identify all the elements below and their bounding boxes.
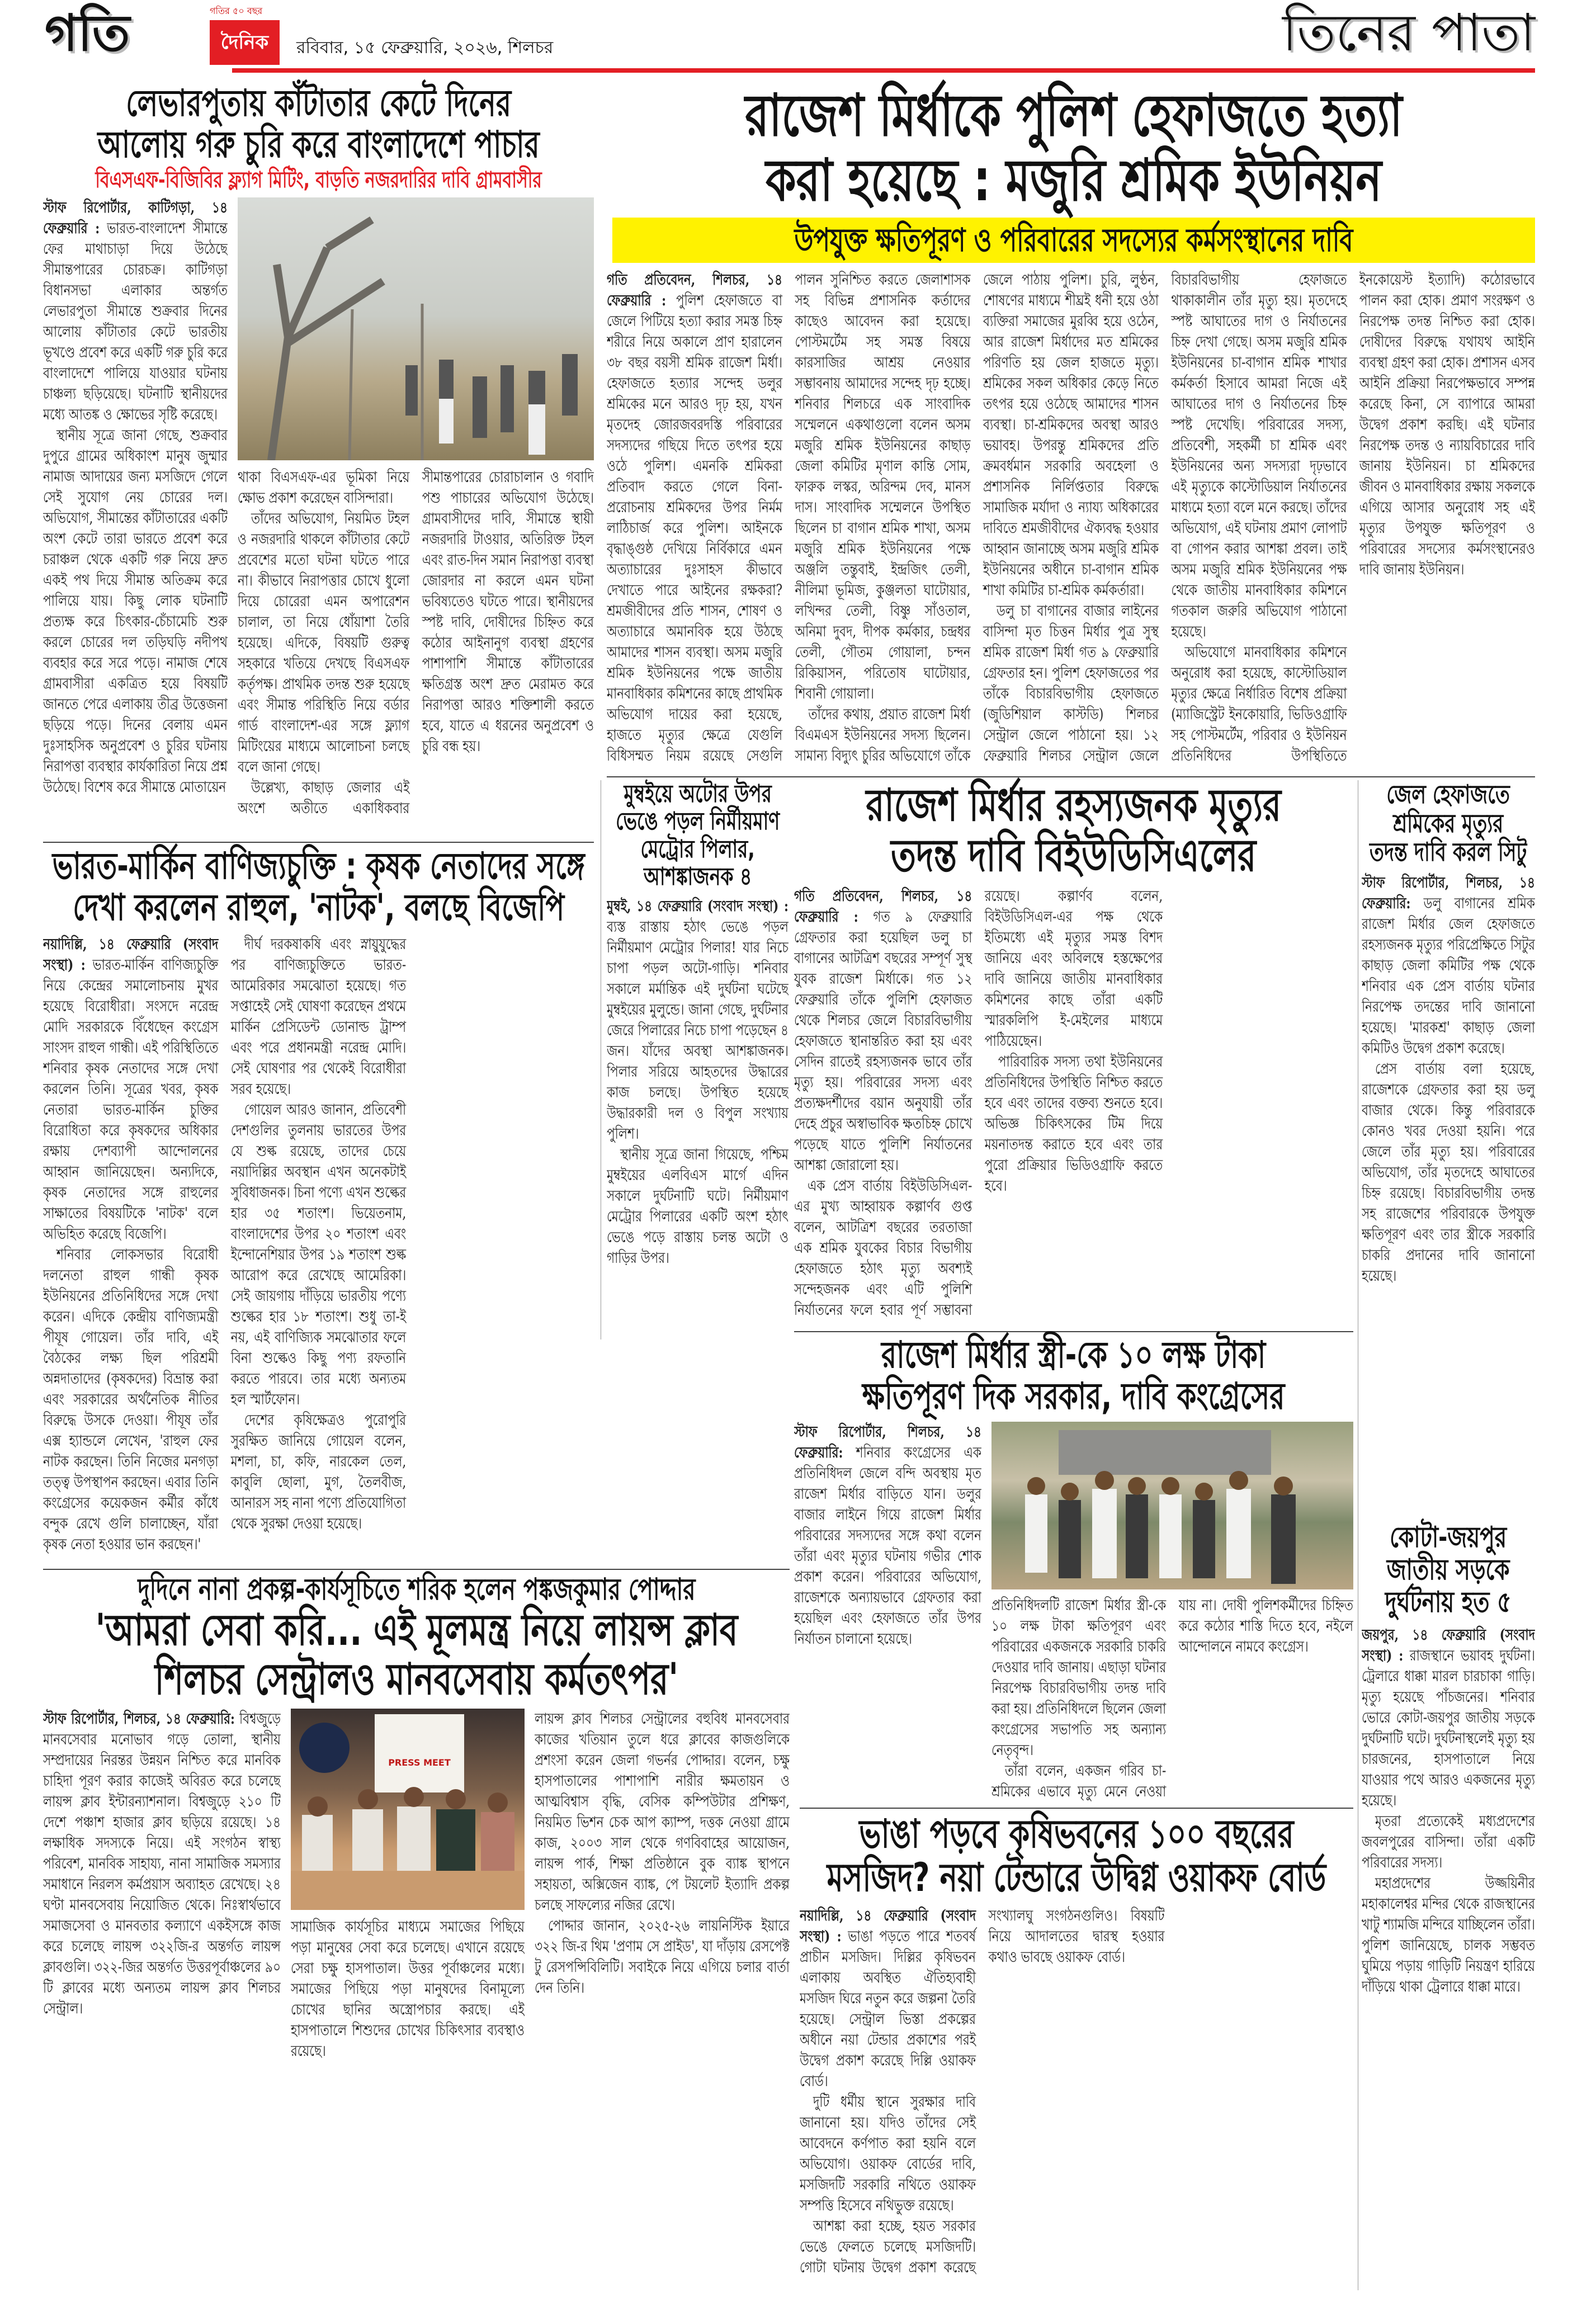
lead-body	[607, 270, 1535, 773]
paragraph: পারিবারিক সদস্য তথা ইউনিয়নের প্রতিনিধিদের উপস্থিতি নিশ্চিত করতে হবে এবং তাদের বক্তব্য শুনতে হবে। অভিজ্ঞ চিকিৎসকের টিম দিয়ে ময়নাতদন্ত করাতে হবে এবং তার পুরো প্রক্রিয়ার ভিডিওগ্রাফি করতে হবে।	[984, 1053, 1163, 1195]
dateline: নয়াদিল্লি, ১৪ ফেব্রুয়ারি (সংবাদ সংস্থা) :	[43, 935, 219, 974]
banner-text: PRESS MEET	[388, 1757, 451, 1768]
lions-headline-2[interactable]: শিলচর সেন্ট্রালও মানবসেবায় কর্মতৎপর'	[154, 1654, 678, 1705]
bcdl-body	[794, 886, 1353, 1328]
lions-headline-group	[43, 1573, 790, 1704]
citu-headline[interactable]	[1362, 780, 1535, 867]
bcdl-headline-2[interactable]: তদন্ত দাবি বিইউডিসিএলের	[891, 829, 1257, 881]
divider	[794, 1331, 1353, 1332]
dateline: স্টাফ রিপোর্টার, শিলচর, ১৪ ফেব্রুয়ারি:	[794, 1423, 981, 1461]
compensation-headline-group	[794, 1334, 1353, 1417]
dateline: জয়পুর, ১৪ ফেব্রুয়ারি (সংবাদ সংস্থা) :	[1362, 1626, 1535, 1664]
divider	[607, 776, 1535, 777]
paragraph: তাঁদের অভিযোগ, নিয়মিত টহল ও নজরদারি থাকলে কাঁটাতার কেটে প্রবেশের মতো ঘটনা ঘটতে পারে না। কীভাবে নিরাপত্তার চোখে ধুলো দিয়ে চোরেরা এমন অপারেশন চালাল, তা নিয়ে ধোঁয়াশা তৈরি হয়েছে। এদিকে, বিষয়টি গুরুত্ব সহকারে খতিয়ে দেখছে বিএসএফ কর্তৃপক্ষ। প্রাথমিক তদন্ত শুরু হয়েছে এবং সীমান্ত পরিস্থিতি নিয়ে বর্ডার গার্ড বাংলাদেশ-এর সঙ্গে ফ্ল্যাগ মিটিংয়ের মাধ্যমে আলোচনা চলছে বলে জানা গেছে।	[238, 510, 410, 776]
lead-banner-text: উপযুক্ত ক্ষতিপূরণ ও পরিবারের সদস্যের কর্মসংস্থানের দাবি	[794, 220, 1353, 259]
dateline: নয়াদিল্লি, ১৪ ফেব্রুয়ারি (সংবাদ সংস্থা) :	[800, 1907, 976, 1945]
date-line: রবিবার, ১৫ ফেব্রুয়ারি, ২০২৬, শিলচর	[296, 38, 554, 58]
border-story-body-row	[43, 197, 594, 839]
dateline: স্টাফ রিপোর্টার, কাটিগড়া, ১৪ ফেব্রুয়ারি :	[43, 199, 228, 237]
lead-banner	[612, 218, 1535, 263]
border-story	[43, 83, 594, 839]
lions-column-1	[43, 1709, 281, 2296]
border-fence-photo	[238, 197, 594, 460]
compensation-column-1	[794, 1422, 981, 1804]
divider	[43, 1569, 790, 1570]
paragraph: উল্লেখ্য, কাছাড় জেলার এই অংশে অতীতে একাধিকবার সীমান্তপারের চোরাচালান ও গবাদি পশু পাচারের অভিযোগ উঠেছে। গ্রামবাসীদের দাবি, সীমান্তে স্থায়ী নজরদারি টাওয়ার, অতিরিক্ত টহল এবং রাত-দিন সমান নিরাপত্তা ব্যবস্থা জোরদার না করলে এমন ঘটনা ভবিষ্যতেও ঘটতে পারে। স্থানীয়দের স্পষ্ট দাবি, দোষীদের চিহ্নিত করে কঠোর আইনানুগ ব্যবস্থা গ্রহণের পাশাপাশি সীমান্তে কাঁটাতারের ক্ষতিগ্রস্ত অংশ দ্রুত মেরামত করে নিরাপত্তা আরও শক্তিশালী করতে হবে, যাতে এ ধরনের অনুপ্রবেশ ও চুরি বন্ধ হয়।	[238, 468, 594, 817]
compensation-right	[991, 1422, 1353, 1804]
border-story-right	[238, 197, 594, 839]
paragraph: ভারত-মার্কিন বাণিজ্যচুক্তি নিয়ে কেন্দ্রের সমালোচনায় মুখর হয়েছে বিরোধীরা। সংসদে নরেন্দ্র মোদি সরকারকে বিঁধেছেন কংগ্রেস সাংসদ রাহুল গান্ধী। এই পরিস্থিতিতে শনিবার কৃষক নেতাদের সঙ্গে দেখা করলেন তিনি। সূত্রের খবর, কৃষক নেতারা ভারত-মার্কিন চুক্তির বিরোধিতা করে কৃষকদের অধিকার রক্ষায় দেশব্যাপী আন্দোলনের আহ্বান জানিয়েছেন। অন্যদিকে, কৃষক নেতাদের সঙ্গে রাহুলের সাক্ষাতের বিষয়টিকে 'নাটক' বলে অভিহিত করেছে বিজেপি।	[43, 956, 219, 1243]
headline-line: মেট্রোর পিলার,	[640, 834, 755, 864]
kota-story	[1362, 1521, 1535, 2296]
compensation-story	[794, 1334, 1353, 1804]
daily-badge	[210, 20, 280, 65]
trade-headline-2[interactable]: দেখা করলেন রাহুল, 'নাটক', বলছে বিজেপি	[73, 885, 564, 929]
paragraph: মহাপ্রদেশের উজ্জয়িনীর মহাকালেশ্বর মন্দির থেকে রাজস্থানের খাটু শ্যামজি মন্দিরে যাচ্ছিলেন তাঁরা। পুলিশ জানিয়েছে, চালক সম্ভবত ঘুমিয়ে পড়ায় গাড়িটি নিয়ন্ত্রণ হারিয়ে দাঁড়িয়ে থাকা ট্রেলারে ধাক্কা মারে।	[1362, 1874, 1535, 1996]
dateline: মুম্বই, ১৪ ফেব্রুয়ারি (সংবাদ সংস্থা) :	[607, 898, 788, 916]
dateline: গতি প্রতিবেদন, শিলচর, ১৪ ফেব্রুয়ারি :	[794, 888, 972, 926]
border-story-headline-group	[43, 83, 594, 193]
paragraph: দেশের কৃষিক্ষেত্রও পুরোপুরি সুরক্ষিত জানিয়ে গোয়েল বলেন, মশলা, চা, কফি, নারকেল তেল, কাবুলি ছোলা, মুগ, তৈলবীজ, আনারস সহ নানা পণ্যে প্রতিযোগিতা থেকে সুরক্ষা দেওয়া হয়েছে।	[230, 1411, 407, 1532]
paragraph: তাঁরা বলেন, একজন গরিব চা-শ্রমিকের এভাবে মৃত্যু মেনে নেওয়া যায় না। দোষী পুলিশকর্মীদের চিহ্নিত করে কঠোর শাস্তি দিতে হবে, নইলে আন্দোলনে নামবে কংগ্রেস।	[991, 1596, 1353, 1800]
paragraph: পুলিশ হেফাজতে বা জেলে পিটিয়ে হত্যা করার সমস্ত চিহ্ন শরীরে নিয়ে অকালে প্রাণ হারালেন ৩৮ বছর বয়সী শ্রমিক রাজেশ মির্ধা। হেফাজতে হত্যার সন্দেহ ডলুর শ্রমিকের মনে আরও দৃঢ় হয়, যখন মৃতদেহ জোরজবরদস্তি পরিবারের সদস্যদের গছিয়ে দিতে তৎপর হয়ে ওঠে পুলিশ। এমনকি শ্রমিকরা প্রতিবাদ করতে গেলে বিনা-প্ররোচনায় শ্রমিকদের উপর নির্মম লাঠিচার্জ করে পুলিশ। আইনকে বৃদ্ধাঙ্গুষ্ঠ দেখিয়ে নির্বিকারে এমন অত্যাচারের দুঃসাহস কীভাবে দেখাতে পারে আইনের রক্ষকরা? শ্রমজীবীদের প্রতি শাসন, শোষণ ও অত্যাচারে অমানবিক হয়ে উঠছে আমাদের শাসন ব্যবস্থা। অসম মজুরি শ্রমিক ইউনিয়নের পক্ষে জাতীয় মানবাধিকার কমিশনের কাছে প্রাথমিক অভিযোগ দায়ের করা হয়েছে, হাজতে মৃত্যুর ক্ষেত্রে যেগুলি বিধিসম্মত নিয়ম রয়েছে সেগুলি পালন সুনিশ্চিত করতে জেলাশাসক সহ বিভিন্ন প্রশাসনিক কর্তাদের কাছেও আবেদন করা হয়েছে। পোস্টমর্টেম সহ সমস্ত বিষয়ে কারসাজির আশ্রয় নেওয়ার সম্ভাবনায় আমাদের সন্দেহ দৃঢ় হচ্ছে। শনিবার শিলচরে এক সাংবাদিক সম্মেলনে একথাগুলো বলেন অসম মজুরি শ্রমিক ইউনিয়নের কাছাড় জেলা কমিটির মৃণাল কান্তি সোম, ফারুক লস্কর, অরিন্দম দেব, মানস দাস। সাংবাদিক সম্মেলনে উপস্থিত ছিলেন চা বাগান শ্রমিক শাখা, অসম মজুরি শ্রমিক ইউনিয়নের পক্ষে অঞ্জলি তন্তুবাই, ইন্দ্রজিৎ তেলী, নীলিমা ভূমিজ, কুঞ্জলতা ঘাটোয়ার, লখিন্দর তেলী, বিষ্ণু সাঁওতাল, অনিমা দুবদ, দীপক কর্মকার, চন্দ্রধর তেলী, গৌতম গোয়ালা, চন্দন রিকিয়াসন, পরিতোষ ঘাটোয়ার, শিবানী গোয়ালা।	[607, 271, 971, 765]
headline-line: জাতীয় সড়কে	[1387, 1553, 1510, 1587]
trade-headline-1[interactable]: ভারত-মার্কিন বাণিজ্যচুক্তি : কৃষক নেতাদের সঙ্গে	[52, 845, 585, 888]
lions-story	[43, 1573, 790, 2296]
lead-headline-1[interactable]: রাজেশ মির্ধাকে পুলিশ হেফাজতে হত্যা	[745, 81, 1403, 149]
lead-story	[607, 81, 1535, 773]
paragraph: ডলু বাগানের শ্রমিক রাজেশ মির্ধার জেল হেফাজতে রহস্যজনক মৃত্যুর পরিপ্রেক্ষিতে সিটুর কাছাড় জেলা কমিটির পক্ষ থেকে শনিবার এক প্রেস বার্তায় ঘটনার নিরপেক্ষ তদন্তের দাবি জানানো হয়েছে। 'মারকশ্র' কাছাড় জেলা কমিটিও উদ্বেগ প্রকাশ করেছে।	[1362, 894, 1535, 1057]
lions-press-meet-photo	[291, 1709, 525, 1910]
paragraph: ভাঙা পড়তে পারে শতবর্ষ প্রাচীন মসজিদ। দিল্লির কৃষিভবন এলাকায় অবস্থিত ঐতিহ্যবাহী মসজিদ ঘিরে নতুন করে জল্পনা তৈরি হয়েছে। সেন্ট্রাল ভিস্তা প্রকল্পের অধীনে নয়া টেন্ডার প্রকাশের পরই উদ্বেগ প্রকাশ করেছে দিল্লি ওয়াকফ বোর্ড।	[800, 1927, 976, 2090]
photo-scene-icon	[291, 1709, 525, 1910]
paragraph: ডলু চা বাগানের বাজার লাইনের বাসিন্দা মৃত চিত্তন মির্ধার পুত্র সুস্থ শ্রমিক রাজেশ মির্ধা গত ৯ ফেব্রুয়ারি গ্রেফতার হন। পুলিশ হেফাজতের পর তাঁকে বিচারবিভাগীয় হেফাজতে (জুডিশিয়াল কাস্টডি) শিলচর সেন্ট্রাল জেলে পাঠানো হয়। ১২ ফেব্রুয়ারি শিলচর সেন্ট্রাল জেলে বিচারবিভাগীয় হেফাজতে থাকাকালীন তাঁর মৃত্যু হয়। মৃতদেহে স্পষ্ট আঘাতের দাগ ও নির্যাতনের চিহ্ন দেখা গেছে। অসম মজুরি শ্রমিক ইউনিয়নের চা-বাগান শ্রমিক শাখার কর্মকর্তা হিসাবে আমরা নিজে এই আঘাতের দাগ ও নির্যাতনের চিহ্ন স্পষ্ট দেখেছি। পরিবারের সদস্য, প্রতিবেশী, সহকর্মী চা শ্রমিক এবং ইউনিয়নের অন্য সদস্যরা দৃঢ়ভাবে এই মৃত্যুকে কাস্টোডিয়াল নির্যাতনের মাধ্যমে হত্যা বলে মনে করছে। তাঁদের অভিযোগ, এই ঘটনায় প্রমাণ লোপাট বা গোপন করার আশঙ্কা প্রবল। তাই অসম মজুরি শ্রমিক ইউনিয়নের পক্ষ থেকে জাতীয় মানবাধিকার কমিশনে গতকাল জরুরি অভিযোগ পাঠানো হয়েছে।	[983, 271, 1347, 765]
lead-headline-group	[612, 83, 1535, 213]
daily-badge-label: দৈনিক	[220, 31, 269, 54]
bcdl-headline-group	[794, 780, 1353, 880]
headline-line: তদন্ত দাবি করল সিটু	[1370, 837, 1527, 867]
paragraph: পোদ্দার জানান, ২০২৫-২৬ লায়নিস্টিক ইয়ারে ৩২২ জি-র থিম 'প্রণাম সে প্রাইড', যা দাঁড়ায় রেসপেক্ট টু রেসপন্সিবিলিটি। সবাইকে নিয়ে এগিয়ে চলার বার্তা দেন তিনি।	[535, 1917, 790, 1997]
mumbai-headline[interactable]	[607, 780, 788, 890]
waqf-story	[800, 1812, 1353, 2296]
kota-body	[1362, 1625, 1535, 2296]
newspaper-logo[interactable]: গতি	[45, 4, 130, 63]
trade-headline-group	[43, 846, 594, 928]
dateline: স্টাফ রিপোর্টার, শিলচর, ১৪ ফেব্রুয়ারি:	[43, 1710, 235, 1728]
citu-body	[1362, 872, 1535, 1516]
paragraph: গত ৯ ফেব্রুয়ারি গ্রেফতার করা হয়েছিল ডলু চা বাগানের আটত্রিশ বছরের সম্পূর্ণ সুস্থ যুবক রাজেশ মির্ধাকে। গত ১২ ফেব্রুয়ারি তাঁকে পুলিশি হেফাজত থেকে শিলচর জেলে বিচারবিভাগীয় হেফাজতে স্থানান্তরিত করা হয় এবং সেদিন রাতেই রহস্যজনক ভাবে তাঁর মৃত্যু হয়। পরিবারের সদস্য এবং প্রত্যক্ষদর্শীদের বয়ান অনুযায়ী তাঁর দেহে প্রচুর অস্বাভাবিক ক্ষতচিহ্ন চোখে পড়েছে যাতে পুলিশি নির্যাতনের আশঙ্কা জোরালো হয়।	[794, 908, 972, 1174]
waqf-body	[800, 1905, 1353, 2296]
lead-headline-2[interactable]: করা হয়েছে : মজুরি শ্রমিক ইউনিয়ন	[766, 146, 1382, 215]
waqf-headline-group	[800, 1812, 1353, 1900]
lions-headline-1[interactable]: 'আমরা সেবা করি... এই মূলমন্ত্র নিয়ে লায়ন্স ক্লাব	[95, 1605, 738, 1656]
congress-visit-photo	[991, 1422, 1353, 1589]
photo-scene-icon	[991, 1422, 1353, 1589]
headline-line: দুর্ঘটনায় হত ৫	[1385, 1586, 1512, 1620]
bcdl-story	[794, 780, 1353, 1328]
headline-line: আশঙ্কাজনক ৪	[643, 862, 752, 891]
paragraph: মৃতরা প্রত্যেকেই মধ্যপ্রদেশের জবলপুরের বাসিন্দা। তাঁরা একটি পরিবারের সদস্য।	[1362, 1812, 1535, 1871]
lions-column-2	[291, 1917, 525, 2296]
paragraph: বিশ্বজুড়ে মানবসেবার মনোভাব গড়ে তোলা, স্থানীয় সম্প্রদায়ের নিরন্তর উন্নয়ন নিশ্চিত করে মানবিক চাহিদা পূরণ করার কাজেই অবিরত করে চলেছে লায়ন্স ক্লাব ইন্টারন্যাশনাল। বিশ্বজুড়ে ২১০ টি দেশে পঞ্চাশ হাজার ক্লাব ছড়িয়ে রয়েছে। ১৪ লক্ষাধিক সদস্যকে নিয়ে। এই সংগঠন স্বাস্থ্য পরিবেশ, মানবিক সাহায্য, নানা সামাজিক সমস্যার সমাধানে নিরলস কর্মপ্রয়াস অব্যাহত রেখেছে। ২৪ ঘণ্টা মানবসেবায় নিয়োজিত থেকে। নিঃস্বার্থভাবে সমাজসেবা ও মানবতার কল্যাণে একইসঙ্গে কাজ করে চলেছে লায়ন্স ৩২২জি-র অন্তর্গত লায়ন্স ক্লাবগুলি। ৩২২-জির অন্তর্গত উত্তরপূর্বাঞ্চলের ৯০ টি ক্লাবের মধ্যে অন্যতম লায়ন্স ক্লাব শিলচর সেন্ট্রাল।	[43, 1710, 281, 2018]
paragraph: স্থানীয় সূত্রে জানা গেছে, শুক্রবার দুপুরে গ্রামের অধিকাংশ মানুষ জুম্মার নামাজ আদায়ের জন্য মসজিদে গেলে সেই সুযোগ নেয় চোরের দল। অভিযোগ, সীমান্তের কাঁটাতারের একটি অংশ কেটে তারা ভারতে প্রবেশ করে চরাঞ্চল থেকে একটি গরু নিয়ে দ্রুত একই পথ দিয়ে সীমান্ত অতিক্রম করে পালিয়ে যায়। কিছু লোক ঘটনাটি প্রত্যক্ষ করে চিৎকার-চেঁচামেচি শুরু করলে চোরের দল তড়িঘড়ি নদীপথ ব্যবহার করে সরে পড়ে। নামাজ শেষে গ্রামবাসীরা একত্রিত হয়ে বিষয়টি জানতে পেরে এলাকায় তীব্র উত্তেজনা ছড়িয়ে পড়ে। দিনের বেলায় এমন দুঃসাহসিক অনুপ্রবেশ ও চুরির ঘটনায় নিরাপত্তা ব্যবস্থার কার্যকারিতা নিয়ে প্রশ্ন উঠেছে। বিশেষ করে সীমান্তে মোতায়েন	[43, 426, 228, 796]
lions-column-3	[535, 1709, 790, 2296]
masthead	[0, 0, 1596, 78]
paragraph: দুটি ধর্মীয় স্থানে সুরক্ষার দাবি জানানো হয়। যদিও তাঁদের সেই আবেদনে কর্ণপাত করা হয়নি বলে অভিযোগ। ওয়াকফ বোর্ডের দাবি, মসজিদটি সরকারি নথিতে ওয়াকফ সম্পত্তি হিসেবে নথিভুক্ত রয়েছে।	[800, 2093, 976, 2214]
poddar-kicker[interactable]: দুদিনে নানা প্রকল্প-কার্যসূচিতে শরিক হলেন পঙ্কজকুমার পোদ্দার	[137, 1572, 696, 1607]
border-story-headline-2[interactable]: আলোয় গরু চুরি করে বাংলাদেশে পাচার	[97, 122, 540, 166]
waqf-headline-2[interactable]: মসজিদ? নয়া টেন্ডারে উদ্বিগ্ন ওয়াকফ বোর্ড	[827, 1855, 1326, 1901]
page-label: তিনের পাতা	[1282, 3, 1535, 63]
dateline: স্টাফ রিপোর্টার, শিলচর, ১৪ ফেব্রুয়ারি:	[1362, 874, 1535, 912]
citu-story	[1362, 780, 1535, 1516]
headline-line: জেল হেফাজতে	[1386, 779, 1510, 809]
paragraph: শনিবার কংগ্রেসের এক প্রতিনিধিদল জেলে বন্দি অবস্থায় মৃত রাজেশ মির্ধার বাড়িতে যান। ডলুর বাজার লাইনে গিয়ে রাজেশ মির্ধার পরিবারের সদস্যদের সঙ্গে কথা বলেন তাঁরা এবং মৃত্যুর ঘটনায় গভীর শোক প্রকাশ করেন। পরিবারের অভিযোগ, রাজেশকে অন্যায়ভাবে গ্রেফতার করা হয়েছিল এবং হেফাজতে তাঁর উপর নির্যাতন চালানো হয়েছে।	[794, 1444, 981, 1648]
paragraph: দীর্ঘ দরকষাকষি এবং স্নায়ুযুদ্ধের পর বাণিজ্যচুক্তিতে ভারত-আমেরিকার সমঝোতা হয়েছে। গত সপ্তাহেই সেই ঘোষণা করেছেন প্রথমে মার্কিন প্রেসিডেন্ট ডোনাল্ড ট্রাম্প এবং পরে প্রধানমন্ত্রী নরেন্দ্র মোদি। সেই ঘোষণার পর থেকেই বিরোধীরা সরব হয়েছে।	[230, 935, 407, 1098]
paragraph: ব্যস্ত রাস্তায় হঠাৎ ভেঙে পড়ল নির্মীয়মাণ মেট্রোর পিলার! যার নিচে চাপা পড়ল অটো-গাড়ি। শনিবার সকালে মর্মান্তিক এই দুর্ঘটনা ঘটেছে মুম্বইয়ের মুলুন্ডে। জানা গেছে, দুর্ঘটনার জেরে পিলারের নিচে চাপা পড়েছেন ৪ জন। যাঁদের অবস্থা আশঙ্কাজনক। পিলার সরিয়ে আহতদের উদ্ধারের কাজ চলছে। উপস্থিত হয়েছে উদ্ধারকারী দল ও বিপুল সংখ্যায় পুলিশ।	[607, 918, 788, 1143]
lions-body-row	[43, 1709, 790, 2296]
headline-line: মুম্বইয়ে অটোর উপর	[624, 780, 772, 808]
paragraph: তাঁদের কথায়, প্রয়াত রাজেশ মির্ধা বিএমএস ইউনিয়নের সদস্য ছিলেন। সামান্য বিদ্যুৎ চুরির অভিযোগে তাঁকে জেলে পাঠায় পুলিশ। চুরি, লুণ্ঠন, শোষণের মাধ্যমে শীঘ্রই ধনী হয়ে ওঠা ব্যক্তিরা সমাজের মুরব্বি হয়ে ওঠেন, আর রাজেশ মির্ধাদের মত শ্রমিকের পরিণতি হয় জেল হাজতে মৃত্যু। শ্রমিকের সকল অধিকার কেড়ে নিতে তৎপর হয়ে ওঠেছে আমাদের শাসন ব্যবস্থা। চা-শ্রমিকদের অবস্থা আরও ভয়াবহ। উপরন্তু শ্রমিকদের প্রতি ক্রমবর্ধমান সরকারি অবহেলা ও প্রশাসনিক নির্লিপ্ততার বিরুদ্ধে সামাজিক মর্যাদা ও ন্যায্য অধিকারের দাবিতে শ্রমজীবীদের ঐক্যবদ্ধ হওয়ার আহ্বান জানাচ্ছে অসম মজুরি শ্রমিক ইউনিয়নের অধীনে চা-বাগান শ্রমিক শাখা কমিটির চা-শ্রমিক কর্মকর্তারা।	[795, 271, 1159, 765]
photo-scene-icon	[238, 197, 594, 460]
mumbai-story	[607, 780, 788, 1331]
headline-line: ভেঙে পড়ল নির্মীয়মাণ	[615, 807, 780, 836]
dateline: গতি প্রতিবেদন, শিলচর, ১৪ ফেব্রুয়ারি :	[607, 271, 783, 309]
paragraph: শনিবার লোকসভার বিরোধী দলনেতা রাহুল গান্ধী কৃষক ইউনিয়নের প্রতিনিধিদের সঙ্গে দেখা করেন। এদিকে কেন্দ্রীয় বাণিজ্যমন্ত্রী পীযূষ গোয়েল। তাঁর দাবি, এই বৈঠকের লক্ষ্য ছিল পরিশ্রমী অন্নদাতাদের (কৃষকদের) বিভ্রান্ত করা এবং সরকারের অর্থনৈতিক নীতির বিরুদ্ধে উসকে দেওয়া। পীযূষ তাঁর এক্স হ্যান্ডলে লেখেন, 'রাহুল ফের নাটক করছেন। তিনি নিজের মনগড়া তত্ত্ব উপস্থাপন করছেন। এবার তিনি কংগ্রেসের কয়েকজন কর্মীর কাঁধে বন্দুক রেখে গুলি চালাচ্ছেন, যাঁরা কৃষক নেতা হওয়ার ভান করছেন।'	[43, 1246, 219, 1553]
mumbai-body	[607, 896, 788, 1331]
headline-line: কোটা-জয়পুর	[1390, 1521, 1507, 1554]
compensation-body-row	[794, 1422, 1353, 1804]
border-story-subheadline: বিএসএফ-বিজিবির ফ্ল্যাগ মিটিং, বাড়তি নজরদারির দাবি গ্রামবাসীর	[95, 167, 542, 193]
paragraph: স্থানীয় সূত্রে জানা গিয়েছে, পশ্চিম মুম্বইয়ের এলবিএস মার্গে এদিন সকালে দুর্ঘটনাটি ঘটে। নির্মীয়মাণ মেট্রোর পিলারের একটি অংশ হঠাৎ ভেঙে পড়ে রাস্তায় চলন্ত অটো ও গাড়ির উপর।	[607, 1146, 788, 1267]
compensation-headline-2[interactable]: ক্ষতিপূরণ দিক সরকার, দাবি কংগ্রেসের	[862, 1374, 1285, 1418]
trade-body	[43, 934, 594, 1566]
compensation-columns-2-3	[991, 1595, 1353, 1804]
paragraph: ভারত-বাংলাদেশ সীমান্তে ফের মাথাচাড়া দিয়ে উঠেছে সীমান্তপারের চোরচক্র। কাটিগড়া বিধানসভা এলাকার অন্তর্গত লেভারপুতা সীমান্তে শুক্রবার দিনের আলোয় কাঁটাতার কেটে ভারতীয় ভূখণ্ডে প্রবেশ করে একটি গরু চুরি করে বাংলাদেশে পালিয়ে যাওয়ার ঘটনায় চাঞ্চল্য ছড়িয়েছে। ঘটনাটি স্থানীয়দের মধ্যে আতঙ্ক ও ক্ষোভের সৃষ্টি করেছে।	[43, 219, 228, 423]
paragraph: আশঙ্কা করা হচ্ছে, হয়ত সরকার ভেঙে ফেলতে চলেছে মসজিদটি। গোটা ঘটনায় উদ্বেগ প্রকাশ করেছে সংখ্যালঘু সংগঠনগুলিও। বিষয়টি নিয়ে আদালতের দ্বারস্থ হওয়ার কথাও ভাবছে ওয়াকফ বোর্ড।	[800, 1907, 1165, 2276]
paragraph: এক প্রেস বার্তায় বিইউডিসিএল-এর মুখ্য আহ্বায়ক কল্পার্ণব গুপ্ত বলেন, আটত্রিশ বছরের তরতাজা এক শ্রমিক যুবকের বিচার বিভাগীয় হেফাজতে হঠাৎ মৃত্যু অবশ্যই সন্দেহজনক এবং এটি পুলিশি নির্যাতনের ফলে হবার পূর্ণ সম্ভাবনা রয়েছে। কল্পার্ণব বলেন, বিইউডিসিএল-এর পক্ষ থেকে ইতিমধ্যে এই মৃত্যুর সমস্ত বিশদ জানিয়ে এবং অবিলম্বে হস্তক্ষেপের দাবি জানিয়ে জাতীয় মানবাধিকার কমিশনের কাছে তাঁরা একটি স্মারকলিপি ই-মেইলের মাধ্যমে পাঠিয়েছেন।	[794, 888, 1163, 1319]
bcdl-headline-1[interactable]: রাজেশ মির্ধার রহস্যজনক মৃত্যুর	[866, 779, 1282, 831]
border-story-columns-2-3	[238, 467, 594, 839]
headline-line: শ্রমিকের মৃত্যুর	[1393, 808, 1504, 838]
kota-headline[interactable]	[1362, 1521, 1535, 1619]
paragraph: গোয়েল আরও জানান, প্রতিবেশী দেশগুলির তুলনায় ভারতের উপর যে শুল্ক রয়েছে, তাদের চেয়ে নয়াদিল্লির অবস্থান এখন অনেকটাই সুবিধাজনক। চিনা পণ্যে এখন শুল্কের হার ৩৫ শতাংশ। ভিয়েতনাম, বাংলাদেশের উপর ২০ শতাংশ এবং ইন্দোনেশিয়ার উপর ১৯ শতাংশ শুল্ক আরোপ করে রেখেছে আমেরিকা। সেই জায়গায় দাঁড়িয়ে ভারতীয় পণ্যে শুল্কের হার ১৮ শতাংশ। শুধু তা-ই নয়, এই বাণিজ্যিক সমঝোতার ফলে বিনা শুল্কেও কিছু পণ্য রফতানি করতে পারবে। তার মধ্যে অন্যতম হল স্মার্টফোন।	[230, 1101, 407, 1408]
border-story-headline-1[interactable]: লেভারপুতায় কাঁটাতার কেটে দিনের	[126, 82, 511, 125]
divider	[800, 1808, 1353, 1809]
paragraph: সামাজিক কার্যসূচির মাধ্যমে সমাজের পিছিয়ে পড়া মানুষের সেবা করে চলেছে। এখানে রয়েছে সেরা চক্ষু হাসপাতাল। উত্তর পূর্বাঞ্চলের মধ্যে। সমাজের পিছিয়ে পড়া মানুষদের বিনামূল্যে চোখের ছানির অস্ত্রোপচার করছে। এই হাসপাতালে শিশুদের চোখের চিকিৎসার ব্যবস্থাও রয়েছে।	[291, 1918, 525, 2060]
paragraph: প্রেস বার্তায় বলা হয়েছে, রাজেশকে গ্রেফতার করা হয় ডলু বাজার থেকে। কিন্তু পরিবারকে কোনও খবর দেওয়া হয়নি। পরে জেলে তাঁর মৃত্যু হয়। পরিবারের অভিযোগ, তাঁর মৃতদেহে আঘাতের চিহ্ন রয়েছে। বিচারবিভাগীয় তদন্ত সহ রাজেশের পরিবারকে উপযুক্ত ক্ষতিপূরণ এবং তার স্ত্রীকে সরকারি চাকরি প্রদানের দাবি জানানো হয়েছে।	[1362, 1060, 1535, 1285]
divider	[43, 842, 594, 843]
anniversary-badge: গতির ৫০ বছর	[210, 6, 263, 16]
paragraph: প্রতিনিধিদলটি রাজেশ মির্ধার স্ত্রী-কে ১০ লক্ষ টাকা ক্ষতিপূরণ এবং পরিবারের একজনকে সরকারি চাকরি দেওয়ার দাবি জানায়। এছাড়া ঘটনার নিরপেক্ষ বিচারবিভাগীয় তদন্ত দাবি করা হয়। প্রতিনিধিদলে ছিলেন জেলা কংগ্রেসের সভাপতি সহ অন্যান্য নেতৃবৃন্দ।	[991, 1596, 1167, 1759]
paragraph: থাকা বিএসএফ-এর ভূমিকা নিয়ে ক্ষোভ প্রকাশ করেছেন বাসিন্দারা।	[238, 468, 410, 507]
border-story-column-1	[43, 197, 228, 839]
compensation-headline-1[interactable]: রাজেশ মির্ধার স্ত্রী-কে ১০ লক্ষ টাকা	[881, 1333, 1266, 1376]
trade-story	[43, 846, 594, 1566]
paragraph: রাজস্থানে ভয়াবহ দুর্ঘটনা। ট্রেলারে ধাক্কা মারল চারচাকা গাড়ি। মৃত্যু হয়েছে পাঁচজনের। শনিবার ভোরে কোটা-জয়পুর জাতীয় সড়কে দুর্ঘটনাটি ঘটে। দুর্ঘটনাস্থলেই মৃত্যু হয় চারজনের, হাসপাতালে নিয়ে যাওয়ার পথে আরও একজনের মৃত্যু হয়েছে।	[1362, 1647, 1535, 1809]
paragraph: লায়ন্স ক্লাব শিলচর সেন্ট্রালের বহুবিধ মানবসেবার কাজের খতিয়ান তুলে ধরে ক্লাবের কাজগুলিকে প্রশংসা করেন জেলা গভর্নর পোদ্দার। বলেন, চক্ষু হাসপাতালের পাশাপাশি নারীর ক্ষমতায়ন ও আত্মবিশ্বাস বৃদ্ধি, বেসিক কম্পিউটার প্রশিক্ষণ, নিয়মিত ভিশন চেক আপ ক্যাম্প, দত্তক নেওয়া গ্রামে কাজ, ২০০৩ সাল থেকে গণবিবাহের আয়োজন, লায়ন্স পার্ক, শিক্ষা প্রতিষ্ঠানে বুক ব্যাঙ্ক স্থাপনে সহায়তা, অক্সিজেন ব্যাঙ্ক, পে টয়লেট ইত্যাদি প্রকল্প চলছে সাফল্যের নজির রেখে।	[535, 1710, 790, 1914]
lions-middle	[291, 1709, 525, 2296]
waqf-headline-1[interactable]: ভাঙা পড়বে কৃষিভবনের ১০০ বছরের	[859, 1811, 1294, 1857]
masthead-red-rule	[232, 68, 1535, 73]
paragraph: অভিযোগে মানবাধিকার কমিশনে অনুরোধ করা হয়েছে, কাস্টোডিয়াল মৃত্যুর ক্ষেত্রে নির্ধারিত বিশেষ প্রক্রিয়া (ম্যাজিস্ট্রেট ইনকোয়ারি, ভিডিওগ্রাফি সহ পোস্টমর্টেম, পরিবার ও ইউনিয়ন প্রতিনিধিদের উপস্থিতিতে ইনকোয়েস্ট ইত্যাদি) কঠোরভাবে পালন করা হোক। প্রমাণ সংরক্ষণ ও নিরপেক্ষ তদন্ত নিশ্চিত করা হোক। দোষীদের বিরুদ্ধে যথাযথ আইনি ব্যবস্থা গ্রহণ করা হোক। প্রশাসন এসব আইনি প্রক্রিয়া নিরপেক্ষভাবে সম্পন্ন করেছে কিনা, সে ব্যাপারে আমরা উদ্বেগ প্রকাশ করছি। এই ঘটনার নিরপেক্ষ তদন্ত ও ন্যায়বিচারের দাবি জানায় ইউনিয়ন। চা শ্রমিকদের জীবন ও মানবাধিকার রক্ষায় সকলকে এগিয়ে আসার অনুরোধ সহ এই মৃত্যুর উপযুক্ত ক্ষতিপূরণ ও পরিবারের সদস্যের কর্মসংস্থানেরও দাবি জানায় ইউনিয়ন।	[1171, 271, 1535, 765]
